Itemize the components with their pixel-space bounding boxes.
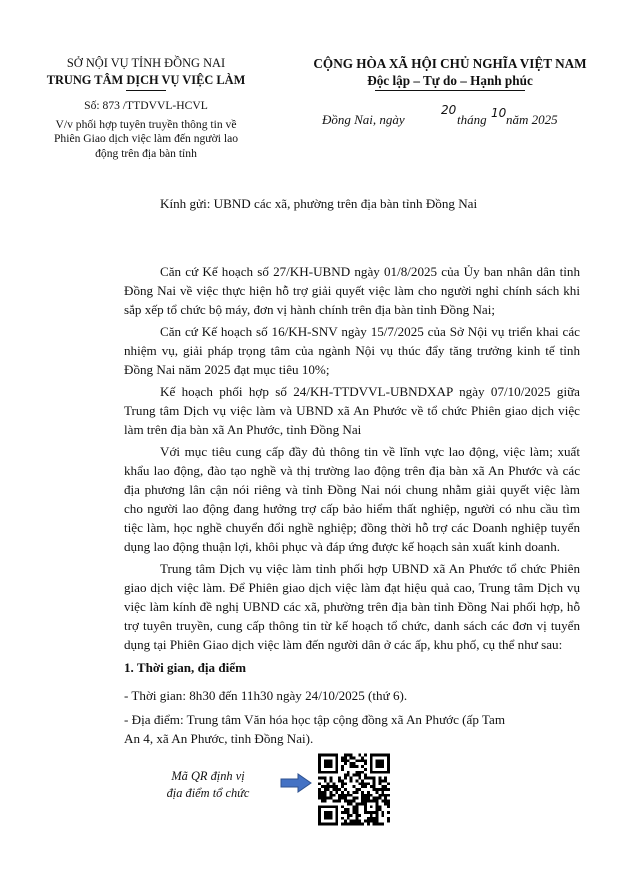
paragraph-2-text: Căn cứ Kế hoạch số 16/KH-SNV ngày 15/7/2025 của Sở Nội vụ triển khai các nhiệm vụ, giải pháp trọng tâm của ngành Nội vụ thúc đẩy tăng trưởng kinh tế tỉnh Đồng Nai năm 2025 đạt mục tiêu 10%; [124,324,580,378]
paragraph-4-text: Với mục tiêu cung cấp đầy đủ thông tin về lĩnh vực lao động, việc làm; xuất khẩu lao động, đào tạo nghề và thị trường lao động trên địa bàn xã An Phước và các địa phương lân cận nói riêng và tỉnh Đồng Nai nói chung nhằm giải quyết việc làm cho người lao động đang hưởng trợ cấp bảo hiểm thất nghiệp, người có nhu cầu tìm tiệc làm, học nghề chuyển đổi nghề nghiệp; đồng thời hỗ trợ các Doanh nghiệp tuyển dụng lao động thuận lợi, khôi phục và đáp ứng được kế hoạch sản xuất kinh doanh. [124,444,580,555]
subject-line-2: Phiên Giao dịch việc làm đến người lao [53,132,239,145]
paragraph-4 [124,442,580,557]
right-header [300,55,600,91]
paragraph-5-text: Trung tâm Dịch vụ việc làm tỉnh phối hợp UBND xã An Phước tổ chức Phiên giao dịch việc làm. Để Phiên giao dịch việc làm đạt hiệu quả cao, Trung tâm Dịch vụ việc làm kính đề nghị UBND các xã, phường trên địa bàn tỉnh Đồng Nai phối hợp, hỗ trợ tuyên truyền, cung cấp thông tin từ kế hoạch tổ chức, danh sách các đơn vị tuyển dụng tại Phiên Giao dịch việc làm đến người dân ở các ấp, khu phố, cụ thể như sau: [124,561,580,653]
qr-caption [148,768,268,802]
section-1-heading: 1. Thời gian, địa điểm [124,660,246,675]
left-header [38,55,254,91]
paragraph-3-text: Kế hoạch phối hợp số 24/KH-TTDVVL-UBNDXAP ngày 07/10/2025 giữa Trung tâm Dịch vụ việc làm và UBND xã An Phước về tổ chức Phiên giao dịch việc làm trên địa bàn xã An Phước, tỉnh Đồng Nai [124,384,580,438]
qr-caption-line-1: Mã QR định vị [171,769,245,783]
date-line [322,112,405,128]
date-day: 20 [441,103,457,117]
date-year: năm 2025 [506,112,558,127]
paragraph-2 [124,322,580,379]
recipient: Kính gửi: UBND các xã, phường trên địa bàn tỉnh Đồng Nai [160,196,478,211]
subject-line-3: động trên địa bàn tỉnh [95,146,197,160]
paragraph-3 [124,382,580,439]
section-1-time: - Thời gian: 8h30 đến 11h30 ngày 24/10/2025 (thứ 6). [124,688,408,703]
motto-underline [375,90,525,91]
paragraph-1-text: Căn cứ Kế hoạch số 27/KH-UBND ngày 01/8/2025 của Ủy ban nhân dân tỉnh Đồng Nai về việc thực hiện hỗ trợ giải quyết việc làm cho người nghỉ chính sách khi sắp xếp tổ chức bộ máy, đơn vị hành chính trên địa bàn tỉnh Đồng Nai; [124,264,580,318]
qr-code-icon[interactable] [318,752,390,827]
section-1-location-line-1: - Địa điểm: Trung tâm Văn hóa học tập cộng đồng xã An Phước (ấp Tam [124,712,506,727]
motto: Độc lập – Tự do – Hạnh phúc [367,73,533,88]
org-name: TRUNG TÂM DỊCH VỤ VIỆC LÀM [46,73,246,87]
right-arrow-icon [280,773,312,793]
date-month: 10 [491,106,507,120]
doc-ref-block [38,99,254,161]
qr-caption-line-2: địa điểm tổ chức [166,786,250,800]
org-underline [126,90,166,91]
org-parent: SỞ NỘI VỤ TỈNH ĐỒNG NAI [66,56,226,70]
doc-number: Số: 873 /TTDVVL-HCVL [84,99,208,112]
date-prefix: Đồng Nai, ngày [322,112,405,127]
section-1-location-line-2: An 4, xã An Phước, tỉnh Đồng Nai). [124,731,314,746]
subject-line-1: V/v phối hợp tuyên truyền thông tin về [55,117,237,131]
date-month-label: tháng [457,112,487,127]
nation-title: CỘNG HÒA XÃ HỘI CHỦ NGHĨA VIỆT NAM [313,56,587,71]
paragraph-5 [124,559,580,654]
paragraph-1 [124,262,580,319]
